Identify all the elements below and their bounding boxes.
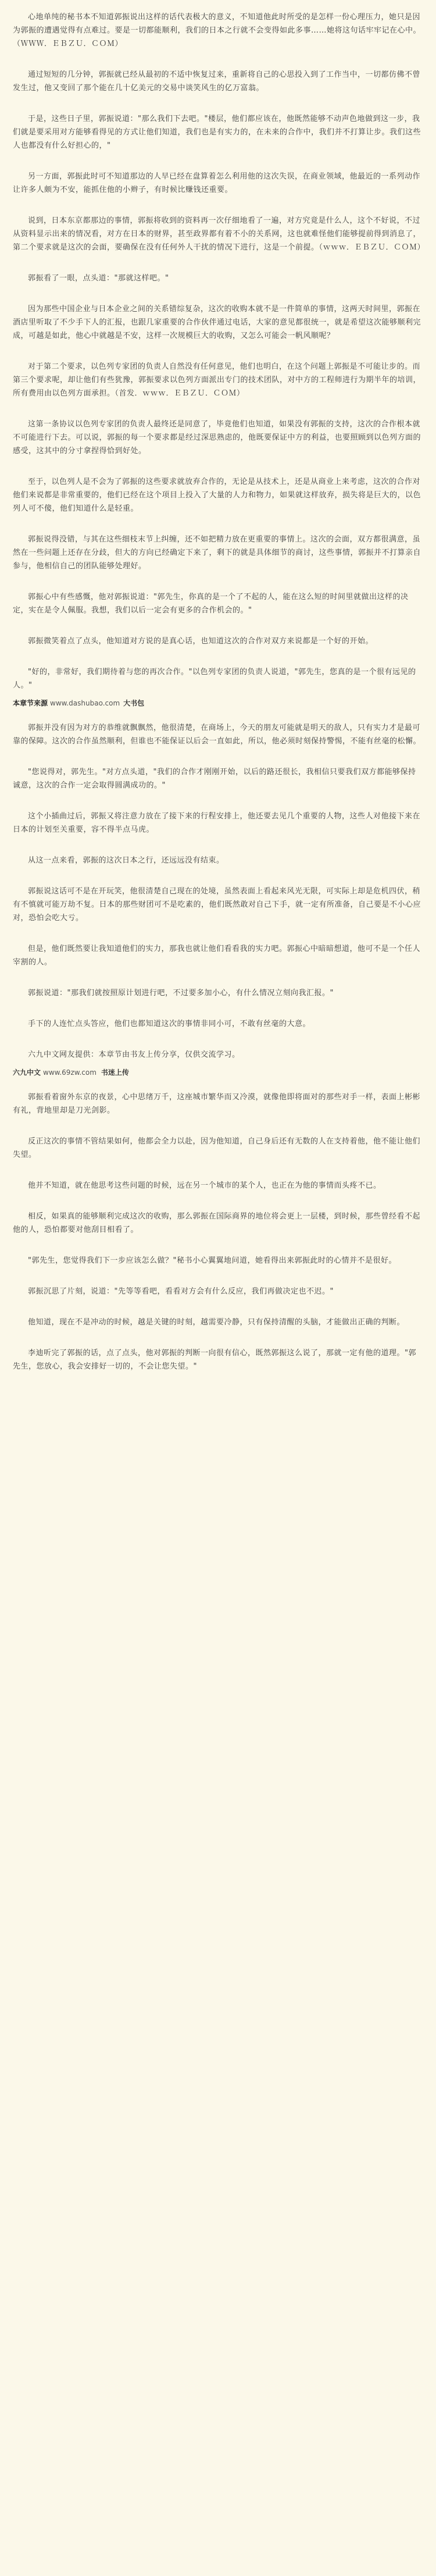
paragraph: "郭先生，您觉得我们下一步应该怎么做？"秘书小心翼翼地问道，她看得出来郭振此时的心情并不是很好。	[28, 1256, 396, 1265]
paragraph: 郭振说得没错，与其在这些细枝末节上纠缠，还不如把精力放在更重要的事情上。这次的会面，双方都很满意，虽然在一些问题上还存在分歧，但大的方向已经确定下来了，剩下的就是具体细节的商讨，这些事情，郭振并不打算亲自参与，他相信自己的团队能够处理好。	[13, 535, 421, 571]
paragraph: 郭振说这话可不是在开玩笑，他很清楚自己现在的处境，虽然表面上看起来风光无限，可实际上却是危机四伏，稍有不慎就可能万劫不复。日本的那些财团可不是吃素的，他们既然敢对自己下手，就一定有所准备，自己要是不小心应对，恐怕会吃大亏。	[13, 887, 421, 922]
paragraph: 李迪听完了郭振的话，点了点头，他对郭振的判断一向很有信心，既然郭振这么说了，那就一定有他的道理。"郭先生，您放心，我会安排好一切的，不会让您失望。"	[13, 1349, 416, 1371]
paragraph: 手下的人连忙点头答应，他们也都知道这次的事情非同小可，不敢有丝毫的大意。	[28, 1020, 311, 1028]
paragraph: 对于第二个要求，以色列专家团的负责人自然没有任何意见，他们也明白，在这个问题上郭振是不可能让步的。而第三个要求呢，却让他们有些犹豫，郭振要求以色列方面派出专门的技术团队，对中方的工程师进行为期半年的培训，所有费用由以色列方面承担。（首发．ｗｗｗ．ＥＢＺＵ．ＣＯＭ）	[13, 362, 421, 398]
liujiu-tail: 书迷上传	[101, 1068, 129, 1077]
paragraph: 他并不知道，就在他思考这些问题的时候，远在另一个城市的某个人，也正在为他的事情而头疼不已。	[28, 1181, 381, 1190]
paragraph: 反正这次的事情不管结果如何，他都会全力以赴，因为他知道，自己身后还有无数的人在支持着他，他不能让他们失望。	[13, 1137, 421, 1159]
paragraph: 这第一条协议以色列专家团的负责人最终还是同意了，毕竟他们也知道，如果没有郭振的支持，这次的合作根本就不可能进行下去。可以说，郭振的每一个要求都是经过深思熟虑的，他既要保证中方的利益，也要照顾到以色列方面的感受，这其中的分寸拿捏得恰到好处。	[13, 420, 421, 455]
paragraph: 因为那些中国企业与日本企业之间的关系错综复杂，这次的收购本就不是一件简单的事情，这两天时间里，郭振在酒店里听取了不少手下人的汇报，也跟几家重要的合作伙伴通过电话，大家的意见都很统一，就是希望这次能够顺利完成，可越是如此，他心中就越是不安，这样一次规模巨大的收购，又怎么可能会一帆风顺呢？	[13, 305, 421, 340]
paragraph: 通过短短的几分钟，郭振就已经从最初的不适中恢复过来，重新将自己的心思投入到了工作当中，一切都仿佛不曾发生过，他又变回了那个能在几十亿美元的交易中谈笑风生的亿万富翁。	[13, 70, 421, 92]
paragraph: 另一方面，郭振此时可不知道那边的人早已经在盘算着怎么利用他的这次失误，在商业领域，他最近的一系列动作让许多人颇为不安，能抓住他的小辫子，有时候比赚钱还重要。	[13, 172, 421, 194]
paragraph: 于是，这些日子里，郭振说道："那么我们下去吧。"楼层，他们都应该在，他既然能够不动声色地做到这一步，我们就是要采用对方能够看得见的方式让他们知道，我们也是有实力的，在未来的合作中，我们并不打算让步。我们这些人也都没有什么好担心的，"	[13, 115, 421, 150]
paragraph: 郭振看了一眼，点头道："那就这样吧。"	[28, 274, 169, 283]
liujiu-link[interactable]: www.69zw.com	[43, 1068, 97, 1077]
paragraph: 至于，以色列人是不会为了郭振的这些要求就放弃合作的，无论是从技术上，还是从商业上来考虑，这次的合作对他们来说都是非常重要的，他们已经在这个项目上投入了大量的人力和物力，如果就这样放弃，损失将是巨大的，以色列人可不傻，他们知道什么是轻重。	[13, 478, 421, 513]
paragraph: 但是，他们既然要让我知道他们的实力，那我也就让他们看看我的实力吧。郭振心中暗暗想道，他可不是一个任人宰割的人。	[13, 945, 421, 967]
book-source-link[interactable]: www.dashubao.com	[50, 699, 120, 707]
paragraph: 从这一点来看，郭振的这次日本之行，还远远没有结束。	[28, 856, 224, 865]
paragraph: 心地单纯的秘书本不知道郭振说出这样的话代表极大的意义，不知道他此时所受的是怎样一份心理压力，她只是因为郭振的遭遇觉得有点难过。要是一切都能顺利，我们的日本之行就不会变得如此多事……她将这句话牢牢记在心中。（ＷＷＷ．ＥＢＺＵ．ＣＯＭ）	[13, 13, 421, 48]
paragraph: 郭振微笑着点了点头，他知道对方说的是真心话，也知道这次的合作对双方来说都是一个好的开始。	[28, 637, 374, 646]
book-source-watermark	[13, 698, 423, 708]
paragraph: 郭振看着窗外东京的夜景，心中思绪万千，这座城市繁华而又冷漠，就像他即将面对的那些对手一样，表面上彬彬有礼，背地里却是刀光剑影。	[13, 1093, 421, 1115]
paragraph: "您说得对，郭先生。"对方点头道，"我们的合作才刚刚开始，以后的路还很长，我相信只要我们双方都能够保持诚意，这次的合作一定会取得圆满成功的。"	[13, 768, 416, 790]
paragraph: 郭振说道："那我们就按照原计划进行吧，不过要多加小心，有什么情况立刻向我汇报。"	[28, 989, 334, 997]
book-source-label: 本章节来源	[13, 699, 48, 707]
paragraph: 六九中文网友提供：本章节由书友上传分享，仅供交流学习。	[28, 1050, 240, 1059]
paragraph: 这个小插曲过后，郭振又将注意力放在了接下来的行程安排上，他还要去见几个重要的人物，这些人对他接下来在日本的计划至关重要，容不得半点马虎。	[13, 812, 421, 834]
liujiu-label: 六九中文	[13, 1068, 41, 1077]
paragraph: "好的，非常好，我们期待着与您的再次合作。"以色列专家团的负责人说道，"郭先生，您真的是一个很有远见的人。"	[13, 668, 416, 690]
paragraph: 郭振并没有因为对方的恭维就飘飘然，他很清楚，在商场上，今天的朋友可能就是明天的敌人，只有实力才是最可靠的保障。这次的合作虽然顺利，但谁也不能保证以后会一直如此，所以，他必须时刻保持警惕，不能有丝毫的松懈。	[13, 724, 421, 746]
paragraph: 他知道，现在不是冲动的时候，越是关键的时刻，越需要冷静，只有保持清醒的头脑，才能做出正确的判断。	[28, 1318, 405, 1327]
book-source-name: 大书包	[123, 699, 145, 707]
liujiu-watermark	[13, 1067, 423, 1078]
paragraph: 郭振心中有些感慨，他对郭振说道："郭先生，你真的是一个了不起的人，能在这么短的时间里就做出这样的决定，实在是令人佩服。我想，我们以后一定会有更多的合作机会的。"	[13, 593, 409, 615]
paragraph: 郭振沉思了片刻，说道："先等等看吧，看看对方会有什么反应，我们再做决定也不迟。"	[28, 1287, 334, 1296]
paragraph: 说到，日本东京都那边的事情，郭振将收到的资料再一次仔细地看了一遍，对方究竟是什么人，这个不好说，不过从资料显示出来的情况看，对方在日本的财界，甚至政界都有着不小的关系网，这也就难怪他们能够提前得到消息了，第二个要求就是这次的会面，要确保在没有任何外人干扰的情况下进行，这是一个前提。（ｗｗｗ．ＥＢＺＵ．ＣＯＭ）	[13, 216, 426, 252]
paragraph: 相反，如果真的能够顺利完成这次的收购，那么郭振在国际商界的地位将会更上一层楼，到时候，那些曾经看不起他的人，恐怕都要对他刮目相看了。	[13, 1212, 421, 1234]
